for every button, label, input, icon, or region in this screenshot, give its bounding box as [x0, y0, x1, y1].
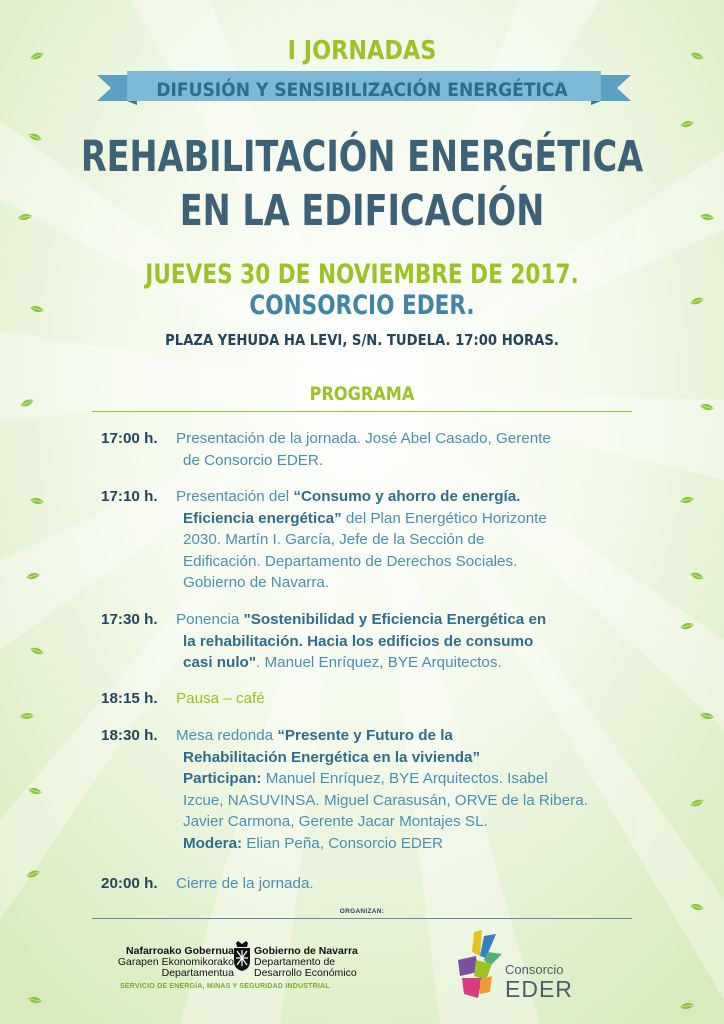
navarra-shield-icon	[232, 941, 252, 971]
navarra-text-basque	[114, 946, 234, 979]
item-text: Izcue, NASUVINSA. Miguel Carasusán, ORVE de la Ribera.	[183, 791, 588, 809]
event-date: JUEVES 30 DE NOVIEMBRE DE 2017.	[145, 259, 579, 290]
item-time: 17:00 h.	[101, 430, 158, 447]
item-highlight: “Presente y Futuro de la	[277, 727, 453, 744]
item-text: 2030. Martín I. García, Jefe de la Sección de	[183, 531, 485, 548]
programa-item	[101, 486, 641, 594]
item-text: Ponencia	[176, 611, 244, 628]
item-text: Cierre de la jornada.	[176, 875, 314, 892]
navarra-line: Garapen Ekonomikorako	[117, 956, 234, 968]
navarra-text-spanish	[254, 946, 394, 979]
programa-top-rule	[92, 411, 632, 412]
item-time: 20:00 h.	[101, 875, 158, 892]
item-text: del Plan Energético Horizonte	[341, 509, 547, 527]
event-subtitle: DIFUSIÓN Y SENSIBILIZACIÓN ENERGÉTICA	[156, 79, 568, 101]
item-text: Elian Peña, Consorcio EDER	[242, 834, 443, 852]
eder-logo-small-text: Consorcio	[505, 962, 564, 977]
navarra-line: Departamentua	[161, 967, 234, 979]
item-time: 17:10 h.	[101, 488, 158, 505]
footer-rule	[92, 918, 632, 919]
item-text: Pausa – café	[176, 690, 265, 707]
programa-item	[101, 688, 641, 710]
item-highlight: "Sostenibilidad y Eficiencia Energética en	[243, 611, 547, 628]
navarra-line: Desarrollo Económico	[254, 967, 357, 979]
main-title-line-1: REHABILITACIÓN ENERGÉTICA	[80, 132, 644, 182]
navarra-line: Gobierno de Navarra	[254, 945, 358, 957]
event-venue: CONSORCIO EDER.	[249, 290, 475, 321]
item-label: Participan:	[183, 770, 262, 787]
item-text: Javier Carmona, Gerente Jacar Montajes SL.	[183, 813, 488, 830]
item-highlight: Rehabilitación Energética en la vivienda”	[183, 748, 481, 766]
item-highlight: Eficiencia energética”	[183, 509, 342, 527]
event-address: PLAZA YEHUDA HA LEVI, S/N. TUDELA. 17:00 HORAS.	[165, 331, 559, 349]
eder-logo-icon	[456, 930, 502, 1000]
item-text: Edificación. Departamento de Derechos Sociales.	[183, 552, 518, 570]
main-title	[80, 130, 645, 238]
item-label: Modera:	[183, 834, 243, 852]
navarra-line: Nafarroako Gobernua	[126, 945, 234, 957]
item-text: Gobierno de Navarra.	[183, 574, 330, 591]
item-highlight: “Consumo y ahorro de energía.	[293, 488, 521, 505]
item-time: 17:30 h.	[101, 611, 158, 628]
programa-item	[101, 428, 641, 471]
item-time: 18:30 h.	[101, 727, 158, 744]
item-text: de Consorcio EDER.	[183, 451, 324, 469]
navarra-service: SERVICIO DE ENERGÍA, MINAS Y SEGURIDAD INDUSTRIAL	[120, 983, 330, 990]
item-text: Manuel Enríquez, BYE Arquitectos. Isabel	[261, 770, 548, 787]
eder-logo-text: EDER	[505, 976, 573, 1002]
item-text: . Manuel Enríquez, BYE Arquitectos.	[256, 654, 502, 671]
item-text: Presentación del	[176, 488, 294, 505]
organizers-label: ORGANIZAN:	[339, 908, 385, 915]
programa-heading: PROGRAMA	[309, 383, 415, 405]
main-title-line-2: EN LA EDIFICACIÓN	[179, 186, 545, 236]
event-series-title: I JORNADAS	[287, 36, 437, 66]
item-highlight: la rehabilitación. Hacia los edificios de consumo	[183, 632, 534, 650]
item-highlight: casi nulo"	[183, 654, 257, 671]
programa-item	[101, 609, 641, 674]
programa-item	[101, 873, 641, 895]
leaf-icon	[20, 711, 35, 720]
item-text: Mesa redonda	[176, 727, 278, 744]
item-text: Presentación de la jornada. José Abel Casado, Gerente	[176, 430, 551, 447]
programa-item	[101, 725, 641, 854]
item-time: 18:15 h.	[101, 690, 158, 707]
navarra-line: Departamento de	[254, 956, 336, 968]
